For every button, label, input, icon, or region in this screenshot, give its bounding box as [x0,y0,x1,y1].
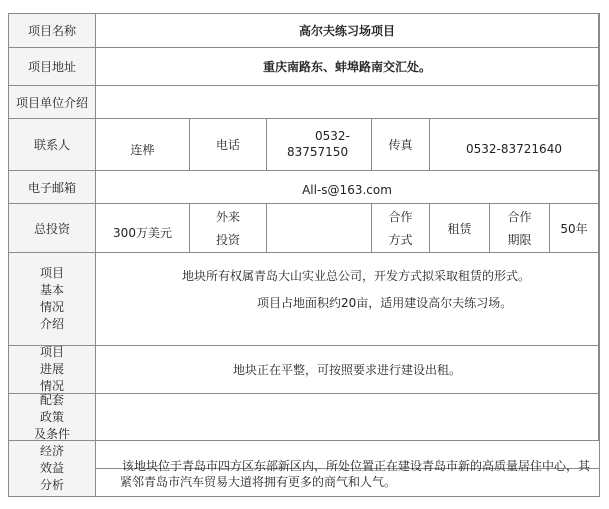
benefit-value [96,441,600,497]
coop-term-label [490,204,550,253]
phone-line-2: 83757150 [287,145,349,159]
policy-label-line: 政策 [39,409,64,424]
progress-label-line: 情况 [39,379,64,393]
coop-mode-label [372,204,430,253]
foreign-investment-value [267,204,372,253]
foreign-investment-label [190,204,267,253]
policy-label-line: 及条件 [33,426,70,441]
policy-label-line: 配套 [39,392,64,407]
foreign-label-line-2: 投资 [215,233,240,247]
benefit-line-2: 紧邻青岛市汽车贸易大道将拥有更多的商气和人气。 [120,475,397,489]
basic-info-label [9,253,96,346]
basic-label-line: 基本 [39,283,64,297]
phone-label: 电话 [190,119,267,171]
benefit-label-line: 效益 [39,461,64,475]
phone-value [267,119,372,171]
coop-term-line-2: 期限 [507,233,532,247]
basic-label-line: 情况 [39,300,64,314]
investment-label: 总投资 [9,204,96,253]
coop-term-line-1: 合作 [507,210,532,224]
basic-info-line-2: 项目占地面积约20亩，适用建设高尔夫练习场。 [257,296,513,310]
foreign-label-line-1: 外来 [215,210,240,224]
project-name-label: 项目名称 [9,14,96,48]
investment-value: 300万美元 [96,204,190,253]
phone-line-1: 0532- [315,129,350,143]
benefit-line-1: 该地块位于青岛市四方区东部新区内，所处位置正在建设青岛市新的高质量居住中心，其 [122,459,591,473]
contact-name: 连桦 [96,119,190,171]
progress-label-line: 项目 [39,345,64,359]
benefit-label-line: 分析 [39,478,64,492]
basic-info-value [96,253,599,346]
project-address-label: 项目地址 [9,48,96,86]
project-unit-label: 项目单位介绍 [9,86,96,119]
fax-value: 0532-83721640 [430,119,599,171]
coop-mode-value: 租赁 [430,204,490,253]
benefit-label [8,441,96,497]
fax-label: 传真 [372,119,430,171]
email-label: 电子邮箱 [9,171,96,204]
policy-label [9,394,96,441]
project-address-value: 重庆南路东、蚌埠路南交汇处。 [96,48,599,86]
email-value: All-s@163.com [96,171,599,204]
progress-label [9,346,96,394]
policy-value [96,394,599,441]
basic-label-line: 介绍 [39,317,64,331]
basic-info-line-1: 地块所有权属青岛大山实业总公司，开发方式拟采取租赁的形式。 [182,269,531,283]
benefit-label-line: 经济 [39,444,64,458]
coop-mode-line-1: 合作 [388,210,413,224]
coop-term-value: 50年 [550,204,599,253]
project-name-value: 高尔夫练习场项目 [96,14,599,48]
progress-value: 地块正在平整，可按照要求进行建设出租。 [96,346,599,394]
coop-mode-line-2: 方式 [388,233,413,247]
progress-label-line: 进展 [39,362,64,376]
contact-label: 联系人 [9,119,96,171]
basic-label-line: 项目 [39,266,64,280]
project-unit-value [96,86,599,119]
